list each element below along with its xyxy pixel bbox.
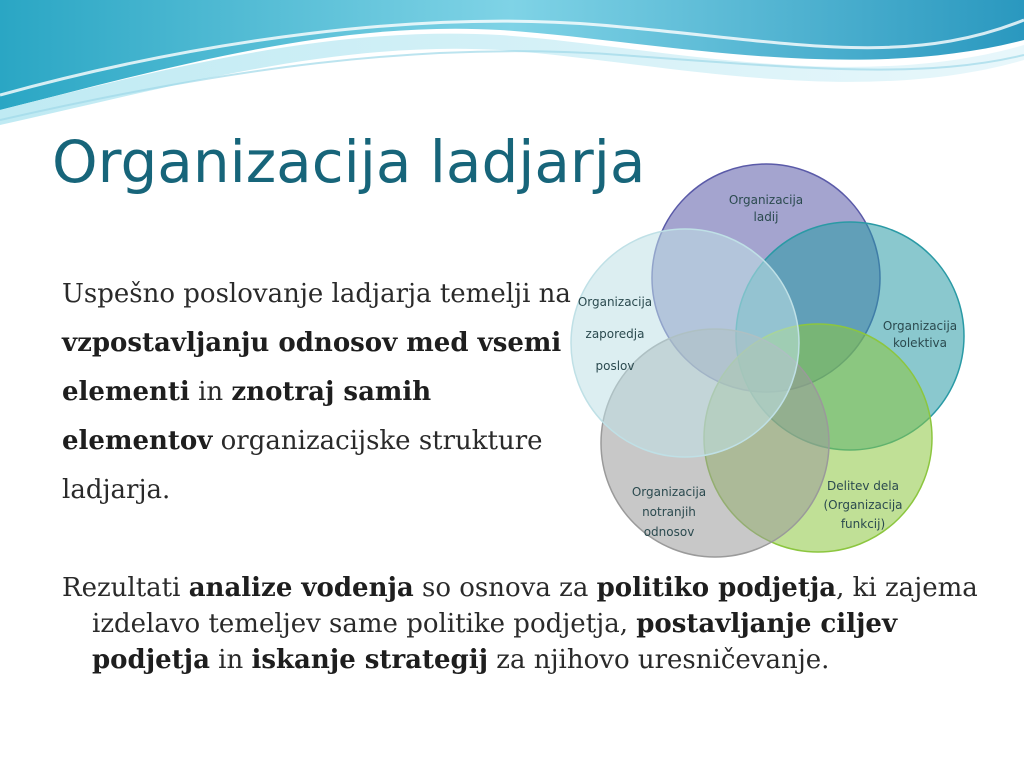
venn-circle-label: Delitev dela (Organizacija funkcij) (823, 479, 903, 531)
venn-diagram (560, 158, 980, 568)
text: , ki zajema izdelavo temeljev same politike podjetja, (92, 573, 978, 639)
slide-title: Organizacija ladjarja (52, 128, 646, 196)
venn-circle-label: Organizacija ladij (728, 193, 804, 224)
bold-text: znotraj samih elementov (62, 377, 432, 456)
venn-circle-label: Organizacija notranjih odnosov (631, 485, 707, 539)
bold-text: analize vodenja (188, 573, 414, 603)
bold-text: iskanje strategij (251, 645, 489, 675)
body-paragraph-2 (62, 570, 992, 678)
venn-circle-label: Organizacija kolektiva (882, 319, 958, 350)
text: Rezultati (62, 573, 189, 603)
venn-circle-label: Organizacija zaporedja poslov (577, 295, 653, 373)
bold-text: postavljanje ciljev podjetja (92, 609, 898, 675)
bold-text: politiko podjetja (596, 573, 837, 603)
text: in (189, 377, 232, 407)
text: za njihovo uresničevanje. (488, 645, 830, 675)
body-paragraph-1 (62, 270, 582, 515)
text: organizacijske strukture ladjarja. (62, 426, 543, 505)
text: in (209, 645, 252, 675)
decorative-waves (0, 0, 1024, 130)
text: so osnova za (413, 573, 597, 603)
text: Uspešno poslovanje ladjarja temelji na (62, 279, 571, 309)
venn-circle (571, 229, 799, 457)
bold-text: vzpostavljanju odnosov med vsemi elementi (62, 328, 562, 407)
